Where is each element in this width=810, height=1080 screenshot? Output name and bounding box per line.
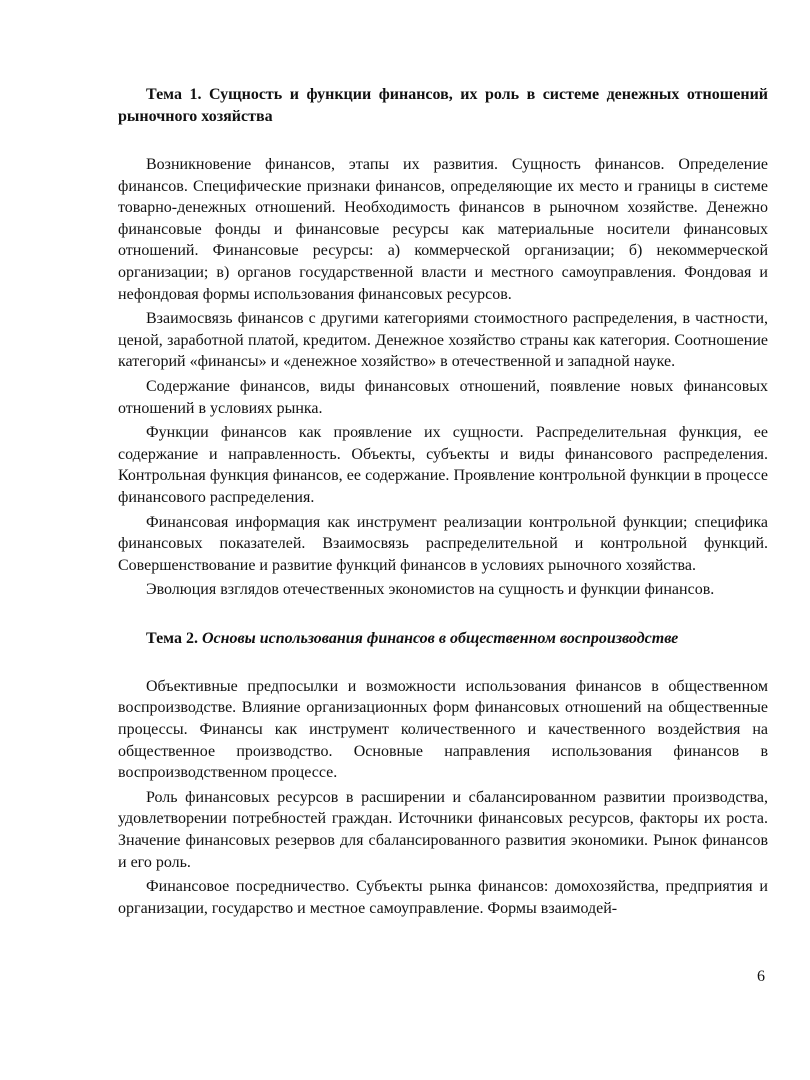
topic-2-heading bbox=[118, 628, 768, 650]
topic-1-title: Сущность и функции финансов, их роль в системе денежных отношений рыночного хозяйства bbox=[118, 86, 769, 125]
topic-1-body bbox=[118, 154, 768, 601]
topic-1-heading bbox=[118, 84, 768, 128]
topic-2-body bbox=[118, 676, 768, 920]
paragraph: Финансовое посредничество. Субъекты рынка финансов: домохозяйства, предприятия и организации, государство и местное самоуправление. Формы взаимодей- bbox=[118, 878, 768, 917]
page-number: 6 bbox=[757, 968, 765, 985]
paragraph: Финансовая информация как инструмент реализации контрольной функции; специфика финансовых показателей. Взаимосвязь распределительной и контрольной функций. Совершенствование и развитие функций финансов в условиях рыночного хозяйства. bbox=[118, 513, 768, 574]
topic-2-number: Тема 2. bbox=[146, 629, 198, 647]
paragraph: Функции финансов как проявление их сущности. Распределительная функция, ее содержание и направленность. Объекты, субъекты и виды финансового распределения. Контрольная функция финансов, ее содержание. Проявление контрольной функции в процессе финансового распределения. bbox=[118, 424, 768, 506]
paragraph: Взаимосвязь финансов с другими категориями стоимостного распределения, в частности, ценой, заработной платой, кредитом. Денежное хозяйство страны как категория. Соотношение категорий «финансы» и «денежное хозяйство» в отечественной и западной науке. bbox=[118, 310, 768, 371]
topic-1-number: Тема 1. bbox=[146, 86, 202, 103]
paragraph: Эволюция взглядов отечественных экономистов на сущность и функции финансов. bbox=[146, 581, 715, 599]
paragraph: Объективные предпосылки и возможности использования финансов в общественном воспроизводстве. Влияние организационных форм финансовых отношений на общественные процессы. Финансы как инструмент количественного и качественного воздействия на общественное производство. Основные направления использования финансов в воспроизводственном процессе. bbox=[118, 677, 768, 782]
paragraph: Содержание финансов, виды финансовых отношений, появление новых финансовых отношений в условиях рынка. bbox=[118, 377, 768, 417]
paragraph: Роль финансовых ресурсов в расширении и сбалансированном развитии производства, удовлетворении потребностей граждан. Источники финансовых ресурсов, факторы их роста. Значение финансовых резервов для сбалансированного развития экономики. Рынок финансов и его роль. bbox=[118, 788, 768, 871]
document-page bbox=[118, 84, 768, 922]
topic-2-title: Основы использования финансов в общественном воспроизводстве bbox=[197, 629, 679, 647]
paragraph: Возникновение финансов, этапы их развития. Сущность финансов. Определение финансов. Специфические признаки финансов, определяющие их место и границы в системе товарно-денежных отношений. Необходимость финансов в рыночном хозяйстве. Денежно финансовые фонды и финансовые ресурсы как материальные носители финансовых отношений. Финансовые ресурсы: а) коммерческой организации; б) некоммерческой организации; в) органов государственной власти и местного самоуправления. Фондовая и нефондовая формы использования финансовых ресурсов. bbox=[118, 156, 768, 303]
